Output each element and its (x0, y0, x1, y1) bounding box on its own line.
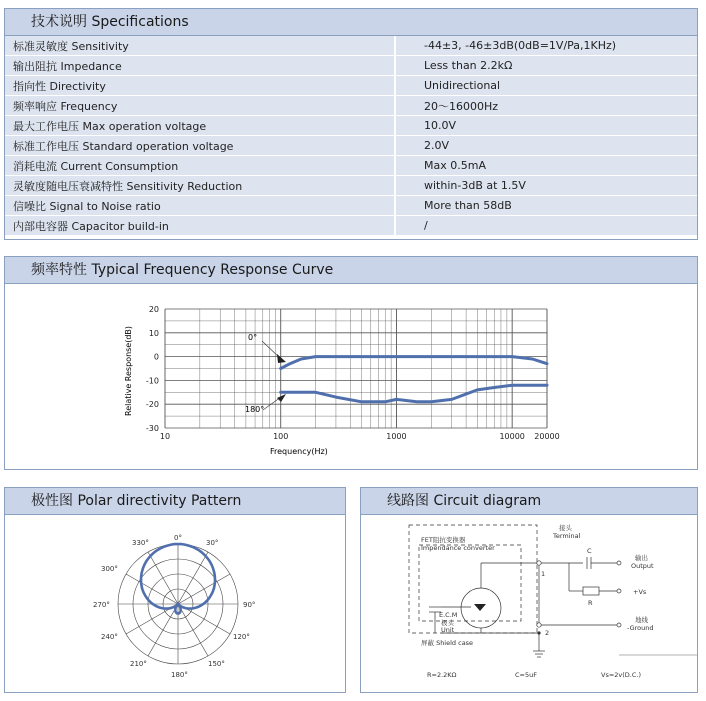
y-tick-label: 10 (148, 328, 159, 338)
polar-chart (5, 515, 345, 693)
x-tick-label: 10000 (499, 432, 525, 441)
y-tick-label: -20 (145, 400, 159, 410)
ground-junction (537, 631, 540, 634)
spec-label: 标准工作电压 Standard operation voltage (5, 136, 395, 156)
x-tick-label: 10 (159, 432, 171, 441)
capacitor-label: C (587, 547, 592, 555)
x-tick-label: 20000 (534, 432, 560, 441)
resistor-body (583, 587, 599, 595)
frequency-chart (5, 284, 697, 470)
fet-label-en: Impendance converter (421, 544, 495, 552)
spec-row (5, 36, 697, 56)
spec-value: 10.0V (395, 116, 697, 136)
spec-row (5, 116, 697, 136)
output-label-cn: 输出 (635, 554, 648, 562)
ecm-label-3: Unit (441, 626, 455, 634)
fet-label-cn: FET阻抗变换器 (421, 536, 466, 544)
spec-row (5, 216, 697, 236)
polar-label-180: 180° (171, 671, 188, 679)
spec-label: 频率响应 Frequency (5, 96, 395, 116)
spec-label: 指向性 Directivity (5, 76, 395, 96)
polar-title: 极性图 Polar directivity Pattern (5, 488, 345, 515)
polar-label-90: 90° (243, 601, 256, 609)
spec-label: 灵敏度随电压衰减特性 Sensitivity Reduction (5, 176, 395, 196)
pin-2-label: 2 (545, 629, 550, 637)
spec-value: 2.0V (395, 136, 697, 156)
frequency-panel (4, 256, 698, 470)
chart-grid (165, 309, 547, 428)
spec-value: 20～16000Hz (395, 96, 697, 116)
y-axis-label: Relative Response(dB) (124, 325, 133, 416)
circuit-panel (360, 487, 698, 693)
y-tick-label: -30 (145, 424, 159, 433)
vs-label: +Vs (633, 588, 647, 596)
spec-value: Max 0.5mA (395, 156, 697, 176)
fet-diode-symbol (474, 604, 486, 611)
specifications-title: 技术说明 Specifications (5, 9, 697, 36)
note-c: C=5uF (515, 671, 537, 679)
spec-row (5, 136, 697, 156)
x-tick-label: 100 (273, 432, 289, 441)
pointer-0-arrow (277, 354, 286, 363)
resistor-label: R (588, 599, 593, 607)
polar-label-30: 30° (206, 539, 219, 547)
ground-terminal (617, 623, 621, 627)
polar-label-330: 330° (132, 539, 149, 547)
polar-label-120: 120° (233, 633, 250, 641)
spec-label: 最大工作电压 Max operation voltage (5, 116, 395, 136)
spec-value: Less than 2.2kΩ (395, 56, 697, 76)
ground-label-cn: 地线 (635, 616, 648, 624)
spec-label: 标准灵敏度 Sensitivity (5, 36, 395, 56)
x-tick-label: 1000 (386, 432, 407, 441)
pointer-180-arrow (277, 394, 286, 402)
terminal-label-en: Terminal (553, 532, 581, 540)
spec-row (5, 156, 697, 176)
spec-label: 消耗电流 Current Consumption (5, 156, 395, 176)
spec-value: Unidirectional (395, 76, 697, 96)
polar-label-150: 150° (208, 660, 225, 668)
spec-row (5, 196, 697, 216)
fet-outline (419, 545, 521, 621)
pin-1-label: 1 (541, 570, 546, 578)
y-tick-label: 0 (153, 352, 159, 362)
polar-label-210: 210° (130, 660, 147, 668)
label-0-deg: 0° (248, 333, 258, 342)
terminal-pin-1 (537, 561, 541, 565)
specifications-panel (4, 8, 698, 240)
ecm-label-2: 极头 (441, 619, 454, 627)
spec-row (5, 56, 697, 76)
spec-row (5, 76, 697, 96)
chart-ticks (146, 305, 560, 441)
polar-label-0: 0° (174, 534, 182, 542)
spec-label: 信噪比 Signal to Noise ratio (5, 196, 395, 216)
note-vs: Vs=2v(D.C.) (601, 671, 642, 679)
y-tick-label: 20 (148, 305, 159, 314)
frequency-title: 频率特性 Typical Frequency Response Curve (5, 257, 697, 284)
circuit-diagram (361, 515, 697, 693)
vs-terminal (617, 589, 621, 593)
ground-label-en: -Ground (627, 624, 654, 632)
spec-row (5, 96, 697, 116)
polar-panel (4, 487, 346, 693)
specifications-table (5, 36, 697, 236)
output-label-en: Output (631, 562, 654, 570)
polar-label-270: 270° (93, 601, 110, 609)
spec-label: 输出阻抗 Impedance (5, 56, 395, 76)
spec-value: More than 58dB (395, 196, 697, 216)
x-axis-label: Frequency(Hz) (270, 447, 328, 456)
polar-label-300: 300° (101, 565, 118, 573)
output-terminal (617, 561, 621, 565)
spec-label: 内部电容器 Capacitor build-in (5, 216, 395, 236)
circuit-title: 线路图 Circuit diagram (361, 488, 697, 515)
terminal-pin-2 (537, 623, 541, 627)
note-r: R=2.2KΩ (427, 671, 457, 679)
ecm-label-1: E.C.M (439, 611, 458, 619)
spec-row (5, 176, 697, 196)
spec-value: within-3dB at 1.5V (395, 176, 697, 196)
spec-value: -44±3, -46±3dB(0dB=1V/Pa,1KHz) (395, 36, 697, 56)
label-180-deg: 180° (245, 405, 265, 414)
y-tick-label: -10 (145, 376, 159, 386)
spec-value: / (395, 216, 697, 236)
terminal-label-cn: 接头 (559, 524, 572, 532)
polar-label-240: 240° (101, 633, 118, 641)
shield-case-label: 屏蔽 Shield case (421, 639, 474, 647)
